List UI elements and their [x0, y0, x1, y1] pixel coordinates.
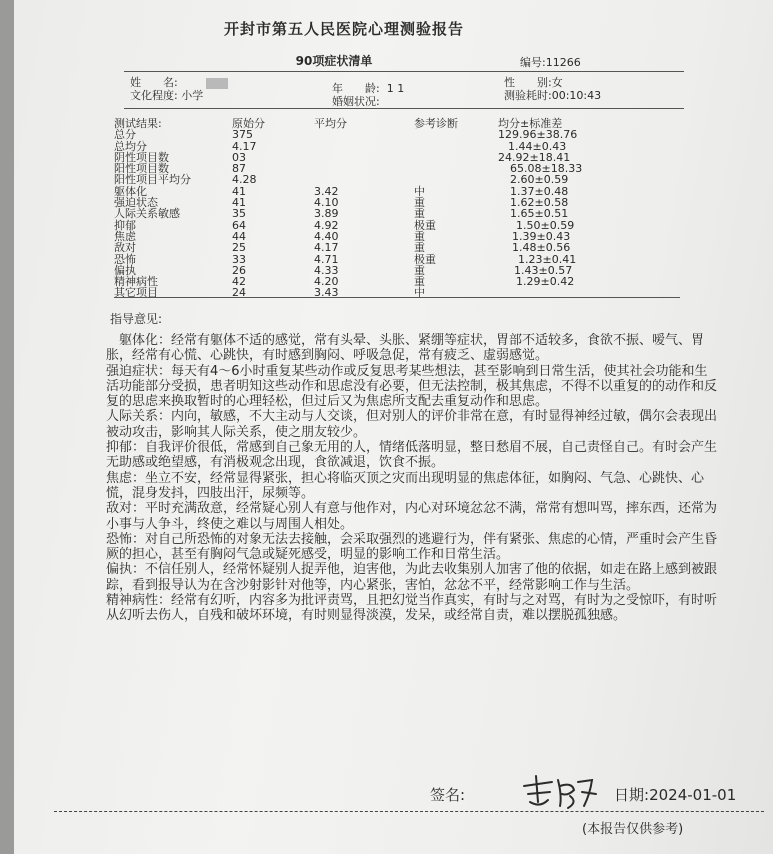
table-row: [114, 163, 674, 174]
redacted-name-block: [206, 78, 228, 89]
row-raw: 25: [232, 241, 246, 255]
row-mean: 3.42: [314, 184, 339, 198]
col-header-norm: 均分±标准差: [498, 117, 563, 130]
date-value: 2024-01-01: [649, 786, 737, 804]
disclaimer: (本报告仅供参考): [582, 822, 684, 837]
report-paper: [14, 0, 773, 854]
row-norm: 1.39±0.43: [512, 229, 571, 243]
row-diagnosis: 重: [414, 275, 425, 289]
gender-label: 性 别:: [504, 76, 552, 89]
row-raw: 87: [232, 162, 246, 176]
row-diagnosis: 极重: [414, 252, 436, 266]
row-diagnosis: 重: [414, 241, 425, 255]
table-row: [114, 208, 674, 219]
age-value: 1 1: [386, 82, 405, 95]
table-row: [114, 197, 674, 208]
table-row: [114, 265, 674, 276]
row-diagnosis: 重: [414, 263, 425, 277]
table-row: [114, 231, 674, 242]
table-row: [114, 129, 674, 140]
gender-value: 女: [551, 76, 563, 89]
row-raw: 03: [232, 150, 246, 164]
row-norm: 1.50±0.59: [516, 218, 575, 232]
row-raw: 375: [232, 128, 253, 142]
row-item: 人际关系敏感: [114, 207, 180, 221]
education-label: 文化程度:: [130, 89, 178, 102]
row-item: 偏执: [114, 263, 136, 277]
row-raw: 24: [232, 286, 246, 300]
table-row: [114, 276, 674, 287]
scale-name: 90项症状清单: [295, 54, 373, 68]
row-mean: 4.10: [314, 196, 339, 210]
row-diagnosis: 中: [414, 286, 425, 300]
guidance-paragraph: 人际关系：内向，敏感，不大主动与人交谈，但对别人的评价非常在意，有时显得神经过敏，偶尔会表现出被动攻击，影响其人际关系，使之朋友较少。: [106, 409, 718, 440]
row-mean: 4.17: [314, 241, 339, 255]
row-norm: 1.44±0.43: [508, 139, 567, 153]
row-mean: 3.43: [314, 286, 339, 300]
signature-label: 签名:: [430, 786, 466, 804]
table-row: [114, 174, 674, 185]
row-item: 抑郁: [114, 218, 136, 232]
header-bottom-rule: [124, 108, 684, 109]
name-label: 姓 名:: [130, 76, 178, 89]
col-header-raw: 原始分: [232, 117, 265, 130]
patient-education-field: [130, 87, 203, 103]
guidance-label: 指导意见:: [110, 312, 163, 326]
row-item: 敌对: [114, 241, 136, 255]
row-item: 强迫状态: [114, 196, 158, 210]
row-norm: 1.48±0.56: [512, 241, 571, 255]
row-raw: 64: [232, 218, 246, 232]
row-norm: 1.37±0.48: [510, 184, 569, 198]
row-norm: 65.08±18.33: [510, 162, 583, 176]
row-raw: 35: [232, 207, 246, 221]
row-norm: 1.43±0.57: [514, 263, 573, 277]
table-row: [114, 220, 674, 231]
guidance-paragraph: 偏执：不信任别人，经常怀疑别人捉弄他，迫害他，为此去收集别人加害了他的依据，如走在路上感到被跟踪，看到报导认为在含沙射影针对他等，内心紧张，害怕，忿忿不平，经常影响工作与生活。: [106, 562, 718, 593]
serial-label: 编号:: [520, 56, 546, 69]
row-item: 总均分: [114, 139, 147, 153]
footer-rule: [54, 811, 764, 812]
row-raw: 4.17: [232, 139, 257, 153]
row-norm: 1.62±0.58: [510, 196, 569, 210]
col-header-diagnosis: 参考诊断: [414, 117, 458, 130]
results-header-row: [114, 118, 674, 129]
row-mean: 4.92: [314, 218, 339, 232]
header-top-rule: [124, 71, 684, 72]
row-raw: 4.28: [232, 173, 257, 187]
col-header-item: 测试结果:: [114, 117, 162, 130]
serial-number: [520, 54, 581, 70]
row-mean: 4.20: [314, 275, 339, 289]
date-label: 日期:: [614, 786, 650, 804]
row-mean: 4.71: [314, 252, 339, 266]
age-label: 年 龄:: [332, 82, 380, 95]
row-item: 焦虑: [114, 229, 136, 243]
row-item: 其它项目: [114, 286, 158, 300]
row-norm: 2.60±0.59: [510, 173, 569, 187]
guidance-text: [106, 333, 718, 624]
row-raw: 41: [232, 184, 246, 198]
row-norm: 1.23±0.41: [518, 252, 577, 266]
row-norm: 1.65±0.51: [510, 207, 569, 221]
table-row: [114, 254, 674, 265]
row-diagnosis: 重: [414, 196, 425, 210]
row-norm: 129.96±38.76: [498, 128, 578, 142]
row-item: 阳性项目数: [114, 162, 169, 176]
table-bottom-rule: [114, 297, 680, 298]
test-duration-field: [504, 87, 601, 103]
serial-value: 11266: [545, 56, 581, 69]
row-raw: 26: [232, 263, 246, 277]
table-row: [114, 242, 674, 253]
row-raw: 44: [232, 229, 246, 243]
row-item: 总分: [114, 128, 136, 142]
row-mean: 4.40: [314, 229, 339, 243]
col-header-mean: 平均分: [314, 117, 347, 130]
guidance-paragraph: 焦虑：坐立不安，经常显得紧张，担心将临灭顶之灾而出现明显的焦虑体征，如胸闷、气急、心跳快、心慌，混身发抖，四肢出汗，尿频等。: [106, 470, 705, 501]
row-item: 恐怖: [114, 252, 136, 266]
row-item: 阳性项目平均分: [114, 173, 191, 187]
row-diagnosis: 重: [414, 229, 425, 243]
marital-label: 婚姻状况:: [332, 95, 380, 108]
row-raw: 41: [232, 196, 246, 210]
duration-value: 00:10:43: [551, 89, 602, 102]
guidance-paragraph: 精神病性：经常有幻听，内容多为批评责骂，且把幻觉当作真实，有时与之对骂，有时为之受惊吓，有时听从幻听去伤人，自残和破坏环境，有时则显得淡漠，发呆，或经常自责，难以摆脱孤独感。: [106, 593, 718, 624]
guidance-paragraph: 敌对：平时充满敌意，经常疑心别人有意与他作对，内心对环境忿忿不满，常常有想叫骂，摔东西，还常为小事与人争斗，终使之难以与周围人相处。: [106, 501, 718, 532]
results-table: [114, 118, 674, 299]
guidance-paragraph: 躯体化：经常有躯体不适的感觉，常有头晕、头胀、紧绷等症状，胃部不适较多，食欲不振、嗳气、胃胀，经常有心慌、心跳快，有时感到胸闷、呼吸急促，常有疲乏、虚弱感觉。: [106, 333, 705, 364]
row-norm: 1.29±0.42: [516, 275, 575, 289]
row-raw: 42: [232, 275, 246, 289]
patient-marital-field: [332, 93, 380, 109]
row-diagnosis: 极重: [414, 218, 436, 232]
row-diagnosis: 中: [414, 184, 425, 198]
row-item: 精神病性: [114, 275, 158, 289]
row-diagnosis: 重: [414, 207, 425, 221]
report-date: [614, 784, 736, 805]
table-row: [114, 141, 674, 152]
table-row: [114, 186, 674, 197]
row-item: 阴性项目数: [114, 150, 169, 164]
handwritten-signature: [518, 772, 600, 812]
row-item: 躯体化: [114, 184, 147, 198]
hospital-report-title: 开封市第五人民医院心理测验报告: [223, 20, 464, 38]
row-mean: 4.33: [314, 263, 339, 277]
guidance-paragraph: 恐怖：对自己所恐怖的对象无法去接触，会采取强烈的逃避行为，伴有紧张、焦虑的心情，严重时会产生昏厥的担心，甚至有胸闷气急或疑死感受，明显的影响工作和日常生活。: [106, 531, 718, 563]
guidance-paragraph: 强迫症状：每天有4～6小时重复某些动作或反复思考某些想法，甚至影响到日常生活，使其社会功能和生活功能部分受损，患者明知这些动作和思虑没有必要，但无法控制，极其焦虑，不得不以重复的的动作和反复的思虑来换取暂时的心理轻松，但过后又为焦虑所支配去重复动作和思虑。: [106, 363, 718, 410]
row-raw: 33: [232, 252, 246, 266]
guidance-paragraph: 抑郁：自我评价很低，常感到自己象无用的人，情绪低落明显，整日愁眉不展，自己责怪自己。有时会产生无助感或绝望感，有消极观念出现，食欲减退，饮食不振。: [106, 440, 718, 471]
row-mean: 3.89: [314, 207, 339, 221]
education-value: 小学: [181, 89, 204, 102]
duration-label: 测验耗时:: [504, 89, 552, 102]
table-row: [114, 152, 674, 163]
row-norm: 24.92±18.41: [498, 150, 571, 164]
